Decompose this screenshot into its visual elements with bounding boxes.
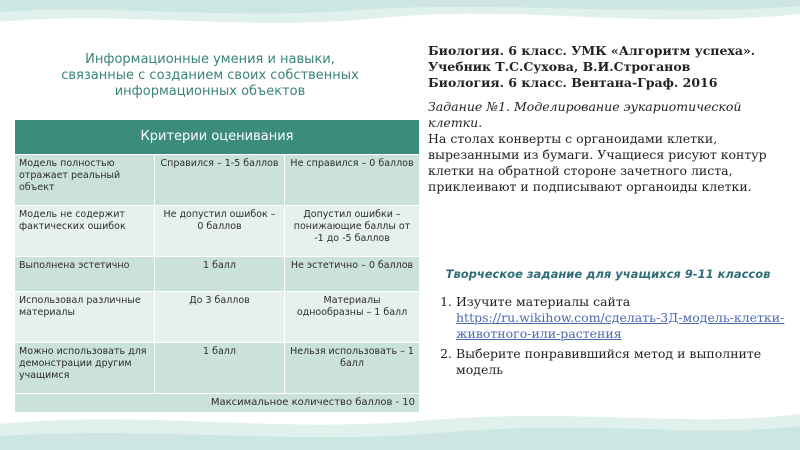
criteria-table [14,119,420,413]
list-item: 2. Выберите понравившийся метод и выполните модель [456,346,788,378]
pass-cell: Справился – 1-5 баллов [155,155,285,206]
list-item [456,294,788,342]
task1-title: Задание №1. Моделирование эукариотической клетки. [428,99,742,130]
heading-line-1: Информационные умения и навыки, [85,52,335,67]
pass-cell: 1 балл [155,257,285,292]
item1-text: Изучите материалы сайта [456,294,631,309]
heading-line-2: связанные с созданием своих собственных [61,68,359,83]
table-row [15,292,420,343]
fail-cell: Не эстетично – 0 баллов [285,257,420,292]
criterion-cell: Можно использовать для демонстрации другим учащимся [15,343,155,394]
criterion-cell: Использовал различные материалы [15,292,155,343]
book-line-3: Биология. 6 класс. Вентана-Граф. 2016 [428,75,718,90]
pass-cell: 1 балл [155,343,285,394]
book-line-1: Биология. 6 класс. УМК «Алгоритм успеха». [428,43,756,58]
book-info [428,43,788,91]
fail-cell: Нельзя использовать – 1 балл [285,343,420,394]
fail-cell: Материалы однообразны – 1 балл [285,292,420,343]
task1-block [428,99,788,195]
right-text-block [428,43,788,195]
table-total-row [15,394,420,413]
table-row [15,206,420,257]
task2-list [428,294,788,378]
table-row [15,257,420,292]
slide-heading [30,52,390,100]
table-row [15,343,420,394]
task1-body: На столах конверты с органоидами клетки, вырезанными из бумаги. Учащиеся рисуют контур клетки на обратной стороне зачетного листа, приклеивают и подписывают органоиды клетки. [428,131,767,194]
book-line-2: Учебник Т.С.Сухова, В.И.Строганов [428,59,691,74]
fail-cell: Не справился – 0 баллов [285,155,420,206]
fail-cell: Допустил ошибки – понижающие баллы от -1 до -5 баллов [285,206,420,257]
criterion-cell: Модель не содержит фактических ошибок [15,206,155,257]
table-row [15,155,420,206]
table-header: Критерии оценивания [15,120,420,155]
wikihow-link[interactable]: https://ru.wikihow.com/сделать-3Д-модель-клетки-животного-или-растения [456,310,785,341]
criterion-cell: Выполнена эстетично [15,257,155,292]
top-wave-decoration [0,0,800,40]
pass-cell: Не допустил ошибок – 0 баллов [155,206,285,257]
max-score-cell: Максимальное количество баллов - 10 [15,394,420,413]
task2-title: Творческое задание для учащихся 9-11 классов [445,267,771,281]
heading-line-3: информационных объектов [114,84,306,99]
pass-cell: До 3 баллов [155,292,285,343]
criterion-cell: Модель полностью отражает реальный объект [15,155,155,206]
task2-block [428,266,788,382]
